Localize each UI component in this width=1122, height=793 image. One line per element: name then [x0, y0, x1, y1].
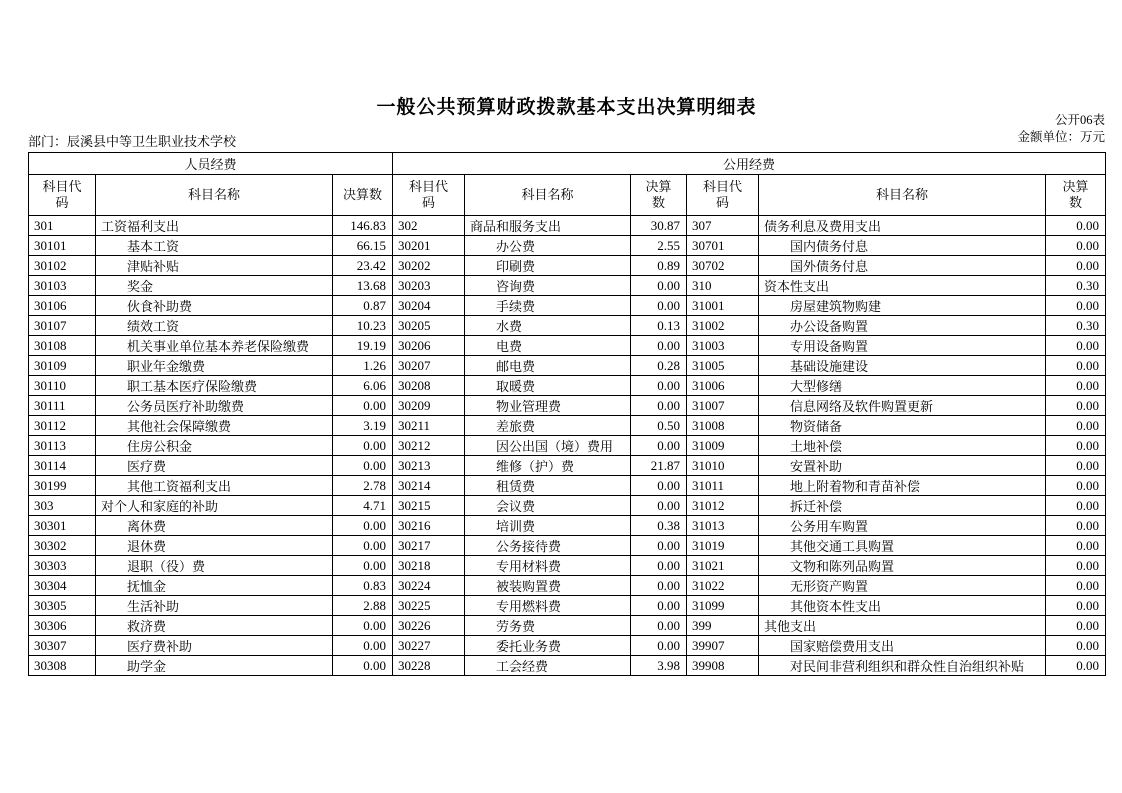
left-subject-code: 30101	[29, 236, 96, 256]
right-subject-name: 其他资本性支出	[759, 596, 1046, 616]
left-subject-code: 30307	[29, 636, 96, 656]
left-final-amount: 19.19	[333, 336, 393, 356]
right-subject-code: 31019	[687, 536, 759, 556]
mid-subject-name: 租赁费	[465, 476, 631, 496]
left-subject-name: 退休费	[96, 536, 333, 556]
left-subject-name: 对个人和家庭的补助	[96, 496, 333, 516]
left-final-amount: 66.15	[333, 236, 393, 256]
right-final-amount: 0.00	[1046, 216, 1106, 236]
right-subject-name: 土地补偿	[759, 436, 1046, 456]
right-final-amount: 0.00	[1046, 296, 1106, 316]
left-subject-code: 30301	[29, 516, 96, 536]
col-header-code-mid: 科目代码	[393, 175, 465, 216]
right-subject-code: 31007	[687, 396, 759, 416]
mid-final-amount: 21.87	[631, 456, 687, 476]
left-final-amount: 1.26	[333, 356, 393, 376]
amount-unit-label: 金额单位：万元	[1017, 130, 1105, 144]
table-row	[29, 616, 1106, 636]
left-subject-name: 机关事业单位基本养老保险缴费	[96, 336, 333, 356]
left-subject-name: 医疗费	[96, 456, 333, 476]
mid-final-amount: 0.00	[631, 476, 687, 496]
right-subject-code: 31003	[687, 336, 759, 356]
right-final-amount: 0.30	[1046, 316, 1106, 336]
mid-final-amount: 0.00	[631, 336, 687, 356]
mid-final-amount: 0.00	[631, 616, 687, 636]
mid-subject-code: 30226	[393, 616, 465, 636]
col-header-value-mid: 决算数	[631, 175, 687, 216]
mid-subject-code: 30207	[393, 356, 465, 376]
left-subject-code: 30306	[29, 616, 96, 636]
right-final-amount: 0.00	[1046, 336, 1106, 356]
table-row	[29, 576, 1106, 596]
mid-subject-name: 手续费	[465, 296, 631, 316]
mid-subject-name: 咨询费	[465, 276, 631, 296]
left-subject-code: 30103	[29, 276, 96, 296]
mid-final-amount: 0.00	[631, 636, 687, 656]
mid-subject-code: 30225	[393, 596, 465, 616]
budget-table-body	[29, 216, 1106, 676]
right-subject-name: 房屋建筑物购建	[759, 296, 1046, 316]
right-subject-name: 拆迁补偿	[759, 496, 1046, 516]
table-row	[29, 356, 1106, 376]
section-header-row	[29, 153, 1106, 175]
right-subject-name: 信息网络及软件购置更新	[759, 396, 1046, 416]
left-subject-code: 30305	[29, 596, 96, 616]
right-subject-code: 31022	[687, 576, 759, 596]
mid-final-amount: 0.00	[631, 576, 687, 596]
mid-subject-name: 物业管理费	[465, 396, 631, 416]
right-subject-code: 30702	[687, 256, 759, 276]
right-final-amount: 0.00	[1046, 356, 1106, 376]
table-row	[29, 496, 1106, 516]
col-header-code-right: 科目代码	[687, 175, 759, 216]
col-header-name-left: 科目名称	[96, 175, 333, 216]
right-subject-code: 31013	[687, 516, 759, 536]
right-subject-name: 专用设备购置	[759, 336, 1046, 356]
right-final-amount: 0.00	[1046, 256, 1106, 276]
right-subject-name: 对民间非营利组织和群众性自治组织补贴	[759, 656, 1046, 676]
right-final-amount: 0.00	[1046, 576, 1106, 596]
mid-subject-code: 30208	[393, 376, 465, 396]
mid-subject-name: 维修（护）费	[465, 456, 631, 476]
left-subject-name: 退职（役）费	[96, 556, 333, 576]
table-row	[29, 516, 1106, 536]
right-final-amount: 0.00	[1046, 656, 1106, 676]
mid-final-amount: 0.50	[631, 416, 687, 436]
left-final-amount: 2.78	[333, 476, 393, 496]
left-subject-code: 30199	[29, 476, 96, 496]
right-subject-code: 307	[687, 216, 759, 236]
left-final-amount: 0.00	[333, 436, 393, 456]
right-final-amount: 0.00	[1046, 456, 1106, 476]
left-final-amount: 2.88	[333, 596, 393, 616]
mid-subject-code: 30213	[393, 456, 465, 476]
right-subject-code: 31001	[687, 296, 759, 316]
column-header-row	[29, 175, 1106, 216]
mid-subject-code: 30214	[393, 476, 465, 496]
mid-subject-name: 会议费	[465, 496, 631, 516]
right-subject-code: 31008	[687, 416, 759, 436]
mid-final-amount: 0.00	[631, 376, 687, 396]
left-final-amount: 0.00	[333, 656, 393, 676]
mid-final-amount: 3.98	[631, 656, 687, 676]
right-final-amount: 0.00	[1046, 596, 1106, 616]
mid-subject-code: 30224	[393, 576, 465, 596]
mid-subject-name: 劳务费	[465, 616, 631, 636]
right-subject-name: 办公设备购置	[759, 316, 1046, 336]
left-final-amount: 23.42	[333, 256, 393, 276]
right-subject-name: 大型修缮	[759, 376, 1046, 396]
left-subject-name: 职业年金缴费	[96, 356, 333, 376]
left-subject-code: 30114	[29, 456, 96, 476]
left-subject-code: 30303	[29, 556, 96, 576]
left-final-amount: 0.00	[333, 516, 393, 536]
left-final-amount: 0.00	[333, 616, 393, 636]
form-number-label: 公开06表	[1054, 113, 1105, 127]
left-subject-code: 30107	[29, 316, 96, 336]
left-subject-name: 职工基本医疗保险缴费	[96, 376, 333, 396]
right-subject-code: 39907	[687, 636, 759, 656]
right-subject-code: 31012	[687, 496, 759, 516]
mid-subject-name: 商品和服务支出	[465, 216, 631, 236]
right-final-amount: 0.00	[1046, 616, 1106, 636]
right-subject-name: 物资储备	[759, 416, 1046, 436]
right-subject-name: 国内债务付息	[759, 236, 1046, 256]
page-title: 一般公共预算财政拨款基本支出决算明细表	[376, 97, 757, 118]
mid-subject-name: 专用材料费	[465, 556, 631, 576]
right-subject-code: 30701	[687, 236, 759, 256]
table-row	[29, 396, 1106, 416]
left-subject-name: 抚恤金	[96, 576, 333, 596]
table-row	[29, 556, 1106, 576]
right-subject-name: 基础设施建设	[759, 356, 1046, 376]
right-subject-name: 其他交通工具购置	[759, 536, 1046, 556]
col-header-name-mid: 科目名称	[465, 175, 631, 216]
col-header-code-left: 科目代码	[29, 175, 96, 216]
mid-final-amount: 0.00	[631, 276, 687, 296]
right-final-amount: 0.00	[1046, 496, 1106, 516]
left-subject-code: 30111	[29, 396, 96, 416]
table-row	[29, 416, 1106, 436]
left-subject-name: 其他工资福利支出	[96, 476, 333, 496]
mid-final-amount: 30.87	[631, 216, 687, 236]
mid-final-amount: 0.89	[631, 256, 687, 276]
mid-subject-code: 30204	[393, 296, 465, 316]
table-row	[29, 456, 1106, 476]
right-subject-code: 31006	[687, 376, 759, 396]
mid-subject-name: 办公费	[465, 236, 631, 256]
left-subject-name: 公务员医疗补助缴费	[96, 396, 333, 416]
mid-final-amount: 0.13	[631, 316, 687, 336]
left-subject-name: 绩效工资	[96, 316, 333, 336]
left-subject-name: 住房公积金	[96, 436, 333, 456]
table-row	[29, 376, 1106, 396]
left-final-amount: 6.06	[333, 376, 393, 396]
right-subject-code: 31010	[687, 456, 759, 476]
right-final-amount: 0.30	[1046, 276, 1106, 296]
right-subject-name: 安置补助	[759, 456, 1046, 476]
department-label: 部门：辰溪县中等卫生职业技术学校	[28, 134, 237, 149]
left-subject-code: 301	[29, 216, 96, 236]
right-final-amount: 0.00	[1046, 516, 1106, 536]
left-final-amount: 3.19	[333, 416, 393, 436]
left-subject-code: 30304	[29, 576, 96, 596]
left-final-amount: 0.00	[333, 456, 393, 476]
mid-final-amount: 0.00	[631, 596, 687, 616]
left-final-amount: 4.71	[333, 496, 393, 516]
mid-subject-name: 工会经费	[465, 656, 631, 676]
left-subject-code: 30113	[29, 436, 96, 456]
mid-subject-code: 30227	[393, 636, 465, 656]
right-subject-code: 39908	[687, 656, 759, 676]
mid-final-amount: 0.00	[631, 556, 687, 576]
table-row	[29, 256, 1106, 276]
table-row	[29, 276, 1106, 296]
mid-subject-code: 30216	[393, 516, 465, 536]
left-subject-code: 30302	[29, 536, 96, 556]
left-final-amount: 13.68	[333, 276, 393, 296]
right-subject-name: 资本性支出	[759, 276, 1046, 296]
right-subject-name: 国外债务付息	[759, 256, 1046, 276]
right-subject-code: 31009	[687, 436, 759, 456]
left-subject-name: 离休费	[96, 516, 333, 536]
mid-final-amount: 0.28	[631, 356, 687, 376]
left-subject-name: 助学金	[96, 656, 333, 676]
left-subject-code: 30106	[29, 296, 96, 316]
left-final-amount: 0.83	[333, 576, 393, 596]
left-final-amount: 10.23	[333, 316, 393, 336]
right-subject-name: 地上附着物和青苗补偿	[759, 476, 1046, 496]
mid-final-amount: 0.00	[631, 396, 687, 416]
right-final-amount: 0.00	[1046, 416, 1106, 436]
table-row	[29, 216, 1106, 236]
mid-subject-code: 30212	[393, 436, 465, 456]
left-subject-name: 奖金	[96, 276, 333, 296]
right-subject-name: 文物和陈列品购置	[759, 556, 1046, 576]
mid-subject-name: 被装购置费	[465, 576, 631, 596]
mid-subject-name: 公务接待费	[465, 536, 631, 556]
table-row	[29, 536, 1106, 556]
col-header-name-right: 科目名称	[759, 175, 1046, 216]
left-subject-name: 津贴补贴	[96, 256, 333, 276]
mid-final-amount: 0.00	[631, 496, 687, 516]
right-subject-code: 399	[687, 616, 759, 636]
left-subject-code: 30108	[29, 336, 96, 356]
right-final-amount: 0.00	[1046, 556, 1106, 576]
mid-final-amount: 0.00	[631, 536, 687, 556]
left-final-amount: 146.83	[333, 216, 393, 236]
mid-subject-code: 30205	[393, 316, 465, 336]
mid-subject-code: 30218	[393, 556, 465, 576]
col-header-value-right: 决算数	[1046, 175, 1106, 216]
mid-final-amount: 0.00	[631, 436, 687, 456]
right-subject-code: 31005	[687, 356, 759, 376]
left-subject-code: 30109	[29, 356, 96, 376]
left-subject-code: 30110	[29, 376, 96, 396]
mid-subject-code: 30209	[393, 396, 465, 416]
left-subject-name: 救济费	[96, 616, 333, 636]
right-final-amount: 0.00	[1046, 636, 1106, 656]
mid-subject-code: 302	[393, 216, 465, 236]
mid-subject-name: 委托业务费	[465, 636, 631, 656]
left-final-amount: 0.00	[333, 396, 393, 416]
mid-subject-name: 专用燃料费	[465, 596, 631, 616]
right-subject-name: 国家赔偿费用支出	[759, 636, 1046, 656]
right-final-amount: 0.00	[1046, 396, 1106, 416]
mid-subject-code: 30217	[393, 536, 465, 556]
section-header-public: 公用经费	[393, 153, 1106, 175]
mid-subject-code: 30203	[393, 276, 465, 296]
mid-subject-name: 差旅费	[465, 416, 631, 436]
right-subject-name: 无形资产购置	[759, 576, 1046, 596]
mid-subject-name: 水费	[465, 316, 631, 336]
left-final-amount: 0.00	[333, 536, 393, 556]
right-subject-code: 31011	[687, 476, 759, 496]
mid-subject-name: 取暖费	[465, 376, 631, 396]
left-subject-name: 工资福利支出	[96, 216, 333, 236]
left-subject-name: 基本工资	[96, 236, 333, 256]
mid-final-amount: 0.38	[631, 516, 687, 536]
mid-subject-code: 30202	[393, 256, 465, 276]
right-final-amount: 0.00	[1046, 236, 1106, 256]
mid-subject-code: 30201	[393, 236, 465, 256]
table-row	[29, 636, 1106, 656]
mid-subject-code: 30228	[393, 656, 465, 676]
right-subject-name: 其他支出	[759, 616, 1046, 636]
right-final-amount: 0.00	[1046, 536, 1106, 556]
left-subject-name: 伙食补助费	[96, 296, 333, 316]
mid-subject-name: 邮电费	[465, 356, 631, 376]
left-subject-name: 生活补助	[96, 596, 333, 616]
right-subject-name: 债务利息及费用支出	[759, 216, 1046, 236]
left-subject-code: 303	[29, 496, 96, 516]
budget-table	[28, 152, 1106, 676]
mid-subject-name: 因公出国（境）费用	[465, 436, 631, 456]
left-subject-name: 医疗费补助	[96, 636, 333, 656]
mid-subject-code: 30206	[393, 336, 465, 356]
mid-subject-name: 印刷费	[465, 256, 631, 276]
right-final-amount: 0.00	[1046, 376, 1106, 396]
section-header-personnel: 人员经费	[29, 153, 393, 175]
table-row	[29, 236, 1106, 256]
right-subject-code: 31002	[687, 316, 759, 336]
mid-subject-code: 30215	[393, 496, 465, 516]
mid-subject-code: 30211	[393, 416, 465, 436]
mid-subject-name: 培训费	[465, 516, 631, 536]
mid-final-amount: 2.55	[631, 236, 687, 256]
left-final-amount: 0.00	[333, 556, 393, 576]
table-row	[29, 316, 1106, 336]
left-subject-code: 30112	[29, 416, 96, 436]
left-final-amount: 0.87	[333, 296, 393, 316]
left-subject-name: 其他社会保障缴费	[96, 416, 333, 436]
col-header-value-left: 决算数	[333, 175, 393, 216]
right-final-amount: 0.00	[1046, 476, 1106, 496]
table-row	[29, 656, 1106, 676]
table-row	[29, 596, 1106, 616]
mid-final-amount: 0.00	[631, 296, 687, 316]
table-row	[29, 436, 1106, 456]
table-row	[29, 336, 1106, 356]
left-subject-code: 30308	[29, 656, 96, 676]
left-subject-code: 30102	[29, 256, 96, 276]
right-subject-code: 31099	[687, 596, 759, 616]
mid-subject-name: 电费	[465, 336, 631, 356]
right-subject-code: 310	[687, 276, 759, 296]
left-final-amount: 0.00	[333, 636, 393, 656]
right-subject-name: 公务用车购置	[759, 516, 1046, 536]
right-subject-code: 31021	[687, 556, 759, 576]
right-final-amount: 0.00	[1046, 436, 1106, 456]
table-row	[29, 296, 1106, 316]
table-row	[29, 476, 1106, 496]
